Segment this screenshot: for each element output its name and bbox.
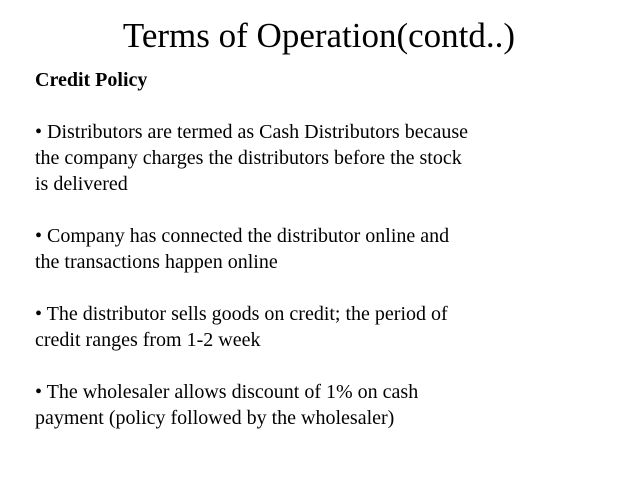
bullet-line: payment (policy followed by the wholesaler)	[35, 407, 395, 429]
bullet-item-2	[35, 223, 625, 275]
section-heading: Credit Policy	[35, 69, 148, 91]
slide-content	[35, 67, 625, 431]
bullet-line: credit ranges from 1-2 week	[35, 329, 261, 351]
bullet-line: is delivered	[35, 173, 128, 195]
bullet-line: • The wholesaler allows discount of 1% on cash	[35, 381, 419, 403]
bullet-line: • The distributor sells goods on credit; the period of	[35, 303, 448, 325]
slide-title: Terms of Operation(contd..)	[122, 16, 516, 55]
bullet-line: • Company has connected the distributor online and	[35, 225, 450, 247]
bullet-line: the company charges the distributors before the stock	[35, 147, 462, 169]
bullet-line: the transactions happen online	[35, 251, 278, 273]
bullet-line: • Distributors are termed as Cash Distributors because	[35, 121, 469, 143]
bullet-item-3	[35, 301, 625, 353]
bullet-item-1	[35, 119, 625, 197]
bullet-item-4	[35, 379, 625, 431]
